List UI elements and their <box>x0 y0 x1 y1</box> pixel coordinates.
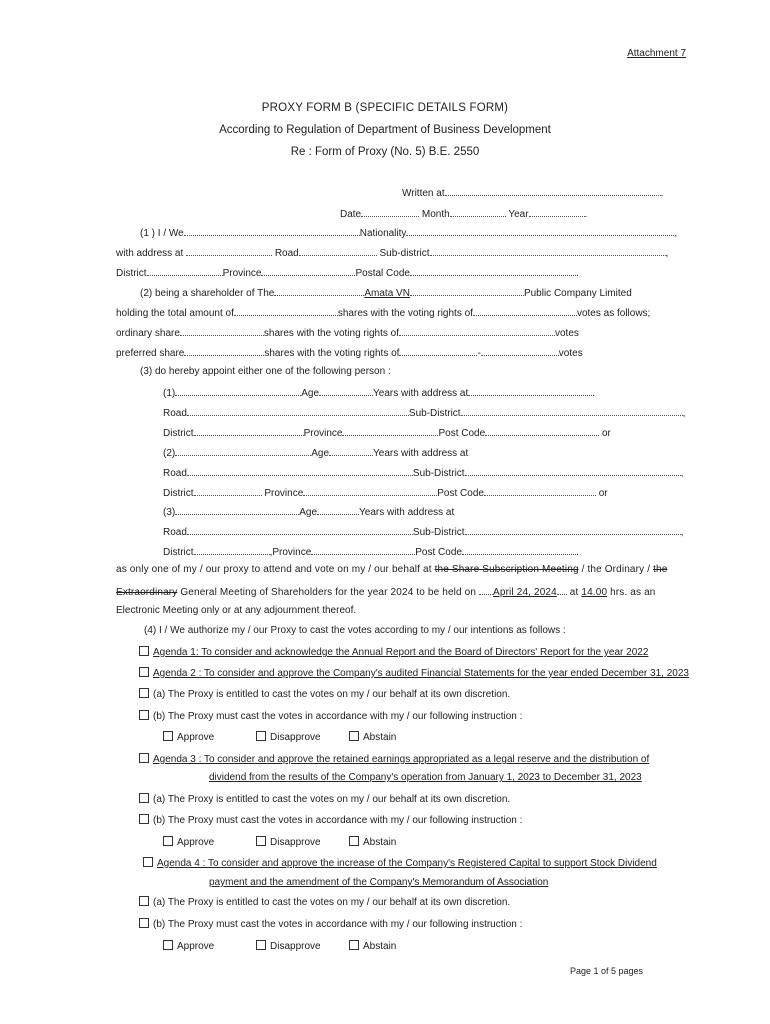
agenda3-option-a-checkbox[interactable] <box>139 793 149 803</box>
preferred-votes-field-right[interactable] <box>481 346 559 356</box>
agenda2-disapprove-checkbox[interactable] <box>256 731 266 741</box>
ordinary-votes-label: votes <box>555 328 579 339</box>
proxy2-postcode-field[interactable] <box>484 486 596 496</box>
proxy1-postcode-field[interactable] <box>485 426 599 436</box>
agenda2-option-a-label: (a) The Proxy is entitled to cast the votes on my / our behalf at its own discretion. <box>153 689 511 700</box>
agenda4-disapprove <box>256 940 321 952</box>
meeting-strike-1: the Share Subscription Meeting <box>434 564 579 575</box>
agenda4-abstain-checkbox[interactable] <box>349 940 359 950</box>
proxy1-age-label: Age <box>301 388 320 399</box>
agenda4-row <box>143 857 657 869</box>
agenda4-abstain <box>349 940 396 952</box>
proxy3-road-field[interactable] <box>187 525 413 535</box>
nationality-label: Nationality <box>359 228 407 239</box>
written-at-label: Written at <box>402 188 445 199</box>
voting-rights-label: shares with the voting rights of <box>337 308 473 319</box>
agenda2-disapprove-label: Disapprove <box>270 732 321 743</box>
agenda2-option-b <box>139 710 522 722</box>
agenda1-title: Agenda 1: To consider and acknowledge the Annual Report and the Board of Directors' Report for the year 2022 <box>153 647 649 658</box>
proxy2-district-label: District <box>163 488 194 499</box>
address-row: with address at Road Sub-district , <box>116 248 669 259</box>
proxy3-age-field[interactable] <box>317 505 359 515</box>
meeting-text-4: hrs. as an <box>610 587 656 598</box>
agenda2-votes <box>163 731 214 743</box>
shareholder-pad-left <box>274 286 364 296</box>
meeting-text-3: General Meeting of Shareholders for the year 2024 to be held on <box>180 587 477 598</box>
meeting-strike-2: the <box>653 564 668 575</box>
agenda2-option-a-checkbox[interactable] <box>139 688 149 698</box>
province-field[interactable] <box>261 266 355 276</box>
proxy2-province-label: Province <box>264 488 304 499</box>
year-field[interactable] <box>529 207 585 217</box>
month-label: Month <box>421 209 450 220</box>
district-row: District Province Postal Code . <box>116 268 579 279</box>
proxy2-number: (2) <box>163 448 176 459</box>
agenda2-row <box>139 667 689 679</box>
proxy3-age-label: Age <box>299 507 318 518</box>
agenda3-abstain-label: Abstain <box>363 837 397 848</box>
agenda3-disapprove <box>256 836 321 848</box>
appoint-intro: (3) do hereby appoint either one of the following person : <box>140 366 391 377</box>
proxy1-address-label: Years with address at <box>373 388 469 399</box>
agenda2-title: Agenda 2 : To consider and approve the Company's audited Financial Statements for the year ended December 31, 2023 <box>153 668 689 679</box>
proxy2-postcode-label: Post Code <box>437 488 484 499</box>
meeting-strike-3: Extraordinary <box>116 587 178 598</box>
agenda3-title-line1: Agenda 3 : To consider and approve the retained earnings appropriated as a legal reserve and the distribution of <box>153 754 650 765</box>
agenda1-row <box>139 646 648 658</box>
agenda4-option-a-label: (a) The Proxy is entitled to cast the votes on my / our behalf at its own discretion. <box>153 897 511 908</box>
agenda3-option-b-checkbox[interactable] <box>139 814 149 824</box>
agenda4-option-b-checkbox[interactable] <box>139 918 149 928</box>
with-address-label: with address at <box>116 248 184 259</box>
proxy1-number: (1) <box>163 388 176 399</box>
agenda2-option-b-label: (b) The Proxy must cast the votes in accordance with my / our following instruction : <box>153 711 523 722</box>
proxy3-district-label: District <box>163 547 194 558</box>
month-field[interactable] <box>450 207 506 217</box>
date-label: Date <box>340 209 362 220</box>
meeting-line2 <box>116 585 656 598</box>
agenda3-approve-checkbox[interactable] <box>163 836 173 846</box>
proxy1-road-field[interactable] <box>187 406 409 416</box>
sub-district-label: Sub-district <box>379 248 430 259</box>
proxy2-district-field[interactable] <box>194 486 262 496</box>
holding-row <box>116 306 650 319</box>
total-shares-field[interactable] <box>234 306 338 316</box>
year-label: Year <box>508 209 529 220</box>
company-name: Amata VN <box>364 288 410 299</box>
proxy3-postcode-field[interactable] <box>462 545 576 555</box>
proxy2-or: or <box>598 488 608 499</box>
road-label: Road <box>274 248 299 259</box>
agenda2-disapprove <box>256 731 321 743</box>
proxy2-age-label: Age <box>311 448 330 459</box>
agenda4-disapprove-checkbox[interactable] <box>256 940 266 950</box>
proxy3-subdistrict-field[interactable] <box>465 525 681 535</box>
agenda3-disapprove-checkbox[interactable] <box>256 836 266 846</box>
agenda4-option-b-label: (b) The Proxy must cast the votes in accordance with my / our following instruction : <box>153 919 523 930</box>
proxy3-province-label: Province <box>272 547 312 558</box>
proxy2-road-field[interactable] <box>187 466 413 476</box>
proxy2-row2: Road Sub-District , <box>163 468 684 479</box>
meeting-date: April 24, 2024 <box>493 587 557 598</box>
agenda3-row <box>139 753 649 765</box>
meeting-date-pad <box>479 585 493 595</box>
agenda4-checkbox[interactable] <box>143 857 153 867</box>
agenda4-title-line1: Agenda 4 : To consider and approve the increase of the Company's Registered Capital to support Stock Dividend <box>157 858 657 869</box>
proxy3-address-label: Years with address at <box>359 507 455 518</box>
agenda3-abstain <box>349 836 396 848</box>
agenda3-title-line2: dividend from the results of the Company's operation from January 1, 2023 to December 31, 2023 <box>209 772 642 783</box>
proxy2-row3 <box>163 486 608 499</box>
proxy1-row1: (1) Age Years with address at . <box>163 388 596 399</box>
proxy1-row3 <box>163 426 611 439</box>
attachment-label: Attachment 7 <box>627 48 686 59</box>
proxy3-road-label: Road <box>163 527 187 538</box>
proxy3-postcode-label: Post Code <box>415 547 462 558</box>
agenda3-approve <box>163 836 214 848</box>
proxy2-row1 <box>163 446 468 459</box>
proxy3-number: (3) <box>163 507 176 518</box>
address-field[interactable] <box>186 246 272 256</box>
form-title: PROXY FORM B (SPECIFIC DETAILS FORM) <box>261 102 509 114</box>
ordinary-voting-label: shares with the voting rights of <box>263 328 399 339</box>
proxy2-name-field[interactable] <box>175 446 311 456</box>
shareholder-label: (2) being a shareholder of The <box>140 288 275 299</box>
preferred-row <box>116 346 583 359</box>
postal-code-field[interactable] <box>410 266 576 276</box>
total-votes-field[interactable] <box>473 306 577 316</box>
agenda4-title-line2: payment and the amendment of the Company's Memorandum of Association <box>209 877 549 888</box>
agenda2-checkbox[interactable] <box>139 667 149 677</box>
meeting-date-pad-right <box>557 585 567 595</box>
proxy2-address-label: Years with address at <box>373 448 469 459</box>
proxy2-subdistrict-label: Sub-District <box>412 468 465 479</box>
shareholder-pad-right <box>410 286 524 296</box>
agenda2-approve-label: Approve <box>177 732 215 743</box>
meeting-time: 14.00 <box>581 587 608 598</box>
agenda2-abstain <box>349 731 396 743</box>
preferred-dash: - <box>477 348 481 359</box>
postal-code-label: Postal Code <box>355 268 410 279</box>
preferred-votes-field-left[interactable] <box>399 346 477 356</box>
proxy2-road-label: Road <box>163 468 187 479</box>
agenda4-approve-label: Approve <box>177 941 215 952</box>
we-label: (1 ) I / We <box>140 228 184 239</box>
ordinary-shares-field[interactable] <box>180 326 264 336</box>
proxy1-address-field[interactable] <box>468 386 592 396</box>
proxy1-or: or <box>601 428 611 439</box>
written-at-field[interactable] <box>445 186 661 196</box>
meeting-line1 <box>116 564 686 575</box>
agenda1-checkbox[interactable] <box>139 646 149 656</box>
form-reference: Re : Form of Proxy (No. 5) B.E. 2550 <box>290 146 480 158</box>
proxy1-province-field[interactable] <box>342 426 438 436</box>
road-field[interactable] <box>299 246 377 256</box>
agenda2-abstain-checkbox[interactable] <box>349 731 359 741</box>
proxy1-name-field[interactable] <box>175 386 301 396</box>
agenda3-approve-label: Approve <box>177 837 215 848</box>
proxy1-district-field[interactable] <box>194 426 304 436</box>
proxy3-subdistrict-label: Sub-District <box>412 527 465 538</box>
form-subtitle: According to Regulation of Department of Business Development <box>219 124 551 136</box>
holding-label: holding the total amount of <box>116 308 234 319</box>
proxy3-district-field[interactable] <box>194 545 270 555</box>
proxy3-row1 <box>163 505 454 518</box>
preferred-voting-label: shares with the voting rights of <box>264 348 400 359</box>
agenda2-abstain-label: Abstain <box>363 732 397 743</box>
agenda4-approve-checkbox[interactable] <box>163 940 173 950</box>
proxy3-row3: District ,Province Post Code . <box>163 547 579 558</box>
agenda4-disapprove-label: Disapprove <box>270 941 321 952</box>
preferred-shares-field[interactable] <box>184 346 264 356</box>
meeting-text-1: as only one of my / our proxy to attend and vote on my / our behalf at <box>116 564 432 575</box>
agenda4-approve <box>163 940 214 952</box>
proxy2-province-field[interactable] <box>303 486 437 496</box>
authorize-intro: (4) I / We authorize my / our Proxy to cast the votes according to my / our intentions as follows : <box>144 625 566 636</box>
proxy3-row2: Road Sub-District , <box>163 527 684 538</box>
proxy1-postcode-label: Post Code <box>438 428 486 439</box>
ordinary-row <box>116 326 579 339</box>
proxy3-province-field[interactable] <box>311 545 415 555</box>
agenda4-option-a <box>139 896 510 908</box>
proxy2-age-field[interactable] <box>329 446 373 456</box>
agenda4-abstain-label: Abstain <box>363 941 397 952</box>
votes-as-follows-label: votes as follows; <box>576 308 651 319</box>
ordinary-label: ordinary share <box>116 328 180 339</box>
name-field[interactable] <box>184 226 360 236</box>
proxy1-subdistrict-field[interactable] <box>461 406 683 416</box>
proxy1-age-field[interactable] <box>319 386 373 396</box>
we-row: (1 ) I / We Nationality , <box>140 228 678 239</box>
public-company-label: Public Company Limited <box>523 288 632 299</box>
agenda2-option-b-checkbox[interactable] <box>139 710 149 720</box>
meeting-text-2: / the Ordinary / <box>581 564 651 575</box>
preferred-label: preferred share <box>116 348 185 359</box>
meeting-at: at <box>569 587 579 598</box>
proxy1-row2: Road Sub-District , <box>163 408 686 419</box>
agenda3-checkbox[interactable] <box>139 753 149 763</box>
nationality-field[interactable] <box>406 226 674 236</box>
proxy1-province-label: Province <box>303 428 343 439</box>
agenda3-option-b-label: (b) The Proxy must cast the votes in accordance with my / our following instruction : <box>153 815 523 826</box>
proxy2-subdistrict-field[interactable] <box>465 466 681 476</box>
district-field[interactable] <box>147 266 223 276</box>
agenda3-option-a <box>139 793 510 805</box>
proxy3-name-field[interactable] <box>175 505 299 515</box>
agenda4-option-a-checkbox[interactable] <box>139 896 149 906</box>
agenda3-option-b <box>139 814 522 826</box>
district-label: District <box>116 268 147 279</box>
proxy1-road-label: Road <box>163 408 187 419</box>
proxy1-district-label: District <box>163 428 194 439</box>
agenda3-option-a-label: (a) The Proxy is entitled to cast the votes on my / our behalf at its own discretion. <box>153 794 511 805</box>
agenda2-option-a <box>139 688 510 700</box>
agenda4-option-b <box>139 918 522 930</box>
province-label: Province <box>222 268 262 279</box>
preferred-votes-label: votes <box>558 348 583 359</box>
meeting-line3: Electronic Meeting only or at any adjournment thereof. <box>116 605 357 616</box>
shareholder-row <box>140 286 632 299</box>
proxy1-subdistrict-label: Sub-District <box>408 408 461 419</box>
date-field[interactable] <box>361 207 419 217</box>
sub-district-field[interactable] <box>430 246 666 256</box>
ordinary-votes-field[interactable] <box>399 326 555 336</box>
agenda3-abstain-checkbox[interactable] <box>349 836 359 846</box>
agenda3-disapprove-label: Disapprove <box>270 837 321 848</box>
page-number: Page 1 of 5 pages <box>570 966 644 976</box>
agenda2-approve-checkbox[interactable] <box>163 731 173 741</box>
written-at-row: Written at . <box>402 188 664 199</box>
date-row: Date Month Year . <box>340 209 588 220</box>
